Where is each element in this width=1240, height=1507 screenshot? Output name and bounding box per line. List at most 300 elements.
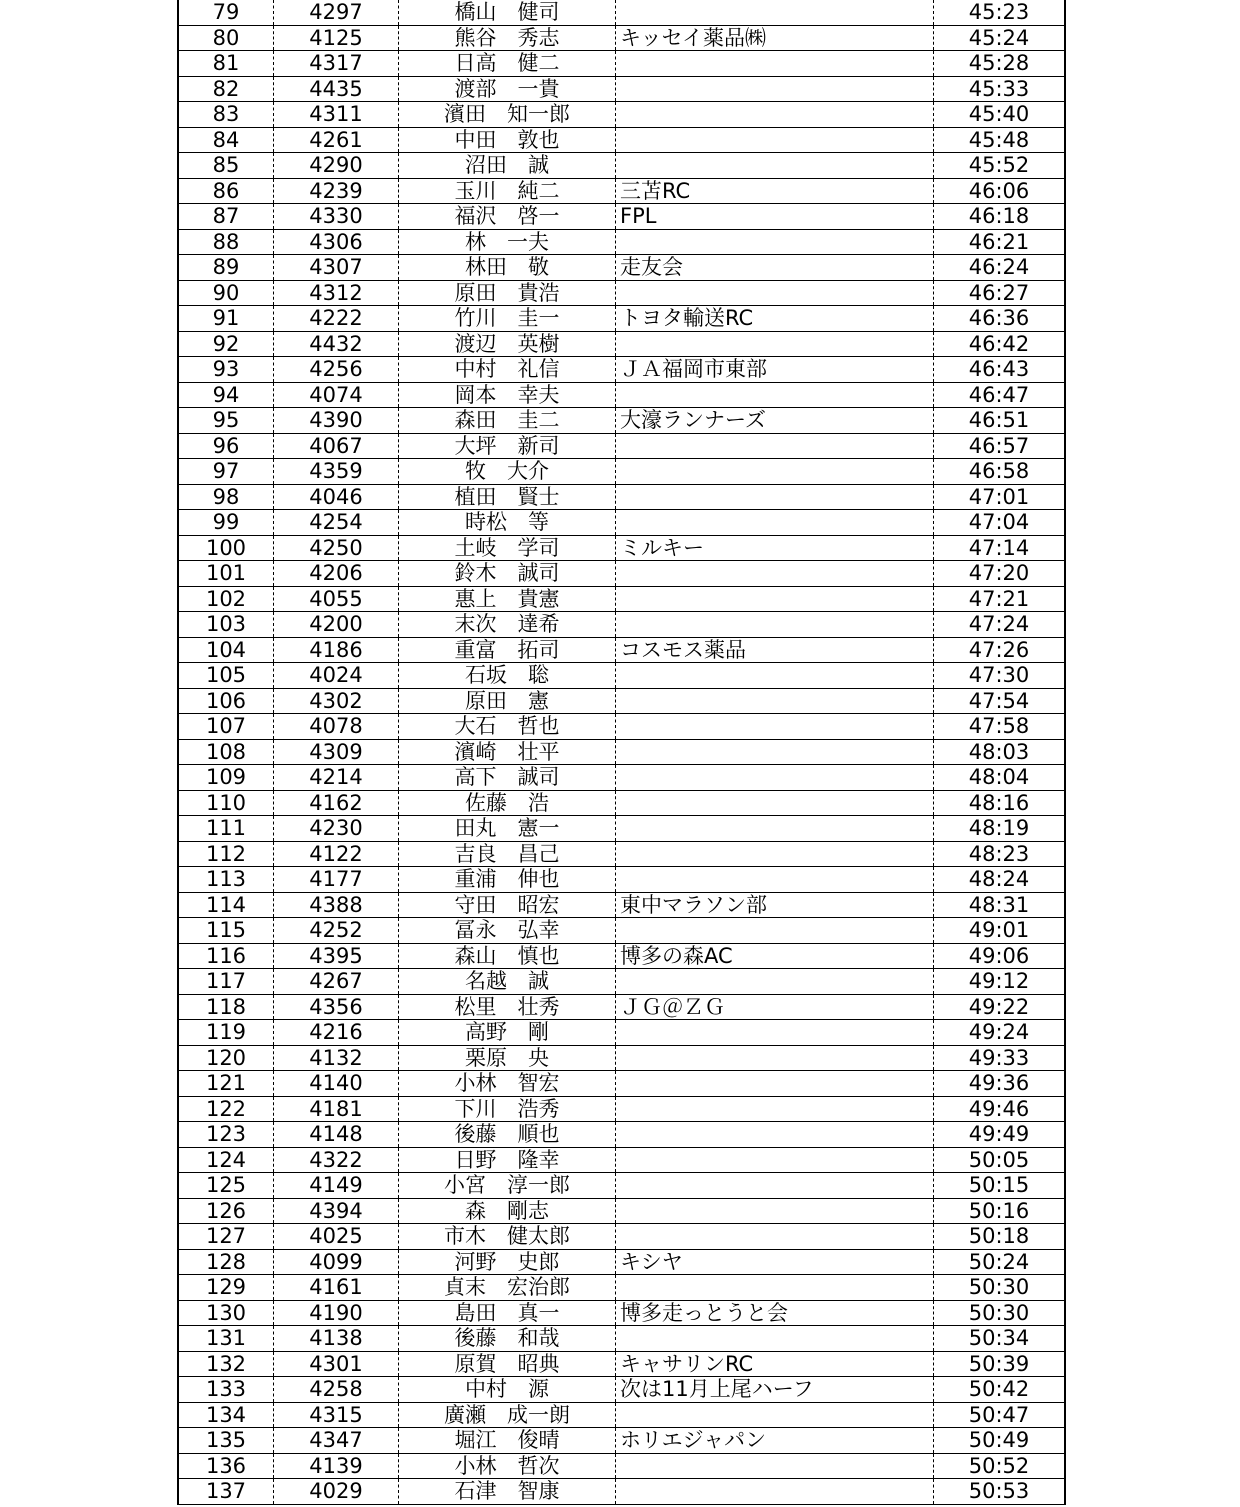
rank-cell: 135 (178, 1428, 274, 1454)
rank-cell: 100 (178, 535, 274, 561)
bib-number-cell: 4330 (274, 204, 399, 230)
runner-name-cell: 濱崎 壮平 (399, 739, 616, 765)
team-name-cell (616, 969, 934, 995)
rank-cell: 115 (178, 918, 274, 944)
runner-name-cell: 市木 健太郎 (399, 1224, 616, 1250)
finish-time-cell: 50:05 (934, 1147, 1066, 1173)
runner-name-cell: 中田 敦也 (399, 127, 616, 153)
runner-name-cell: 貞末 宏治郎 (399, 1275, 616, 1301)
team-name-cell: FPL (616, 204, 934, 230)
bib-number-cell: 4347 (274, 1428, 399, 1454)
finish-time-cell: 47:26 (934, 637, 1066, 663)
team-name-cell (616, 663, 934, 689)
table-row (178, 1147, 1065, 1173)
bib-number-cell: 4388 (274, 892, 399, 918)
rank-cell: 92 (178, 331, 274, 357)
rank-cell: 108 (178, 739, 274, 765)
bib-number-cell: 4206 (274, 561, 399, 587)
table-row (178, 1020, 1065, 1046)
rank-cell: 120 (178, 1045, 274, 1071)
table-row (178, 943, 1065, 969)
table-row (178, 229, 1065, 255)
bib-number-cell: 4186 (274, 637, 399, 663)
rank-cell: 96 (178, 433, 274, 459)
team-name-cell: 博多の森AC (616, 943, 934, 969)
rank-cell: 80 (178, 25, 274, 51)
table-row (178, 1479, 1065, 1505)
table-row (178, 102, 1065, 128)
bib-number-cell: 4046 (274, 484, 399, 510)
team-name-cell: 大濠ランナーズ (616, 408, 934, 434)
finish-time-cell: 45:23 (934, 0, 1066, 25)
runner-name-cell: 日野 隆幸 (399, 1147, 616, 1173)
table-row (178, 0, 1065, 25)
finish-time-cell: 47:14 (934, 535, 1066, 561)
table-row (178, 816, 1065, 842)
bib-number-cell: 4055 (274, 586, 399, 612)
team-name-cell (616, 1096, 934, 1122)
runner-name-cell: 小林 智宏 (399, 1071, 616, 1097)
rank-cell: 106 (178, 688, 274, 714)
team-name-cell: 博多走っとうと会 (616, 1300, 934, 1326)
bib-number-cell: 4139 (274, 1453, 399, 1479)
team-name-cell (616, 510, 934, 536)
team-name-cell (616, 612, 934, 638)
rank-cell: 137 (178, 1479, 274, 1505)
rank-cell: 127 (178, 1224, 274, 1250)
table-row (178, 1173, 1065, 1199)
finish-time-cell: 45:24 (934, 25, 1066, 51)
finish-time-cell: 47:58 (934, 714, 1066, 740)
bib-number-cell: 4029 (274, 1479, 399, 1505)
runner-name-cell: 廣瀬 成一朗 (399, 1402, 616, 1428)
runner-name-cell: 大坪 新司 (399, 433, 616, 459)
rank-cell: 117 (178, 969, 274, 995)
rank-cell: 86 (178, 178, 274, 204)
runner-name-cell: 渡部 一貴 (399, 76, 616, 102)
bib-number-cell: 4254 (274, 510, 399, 536)
team-name-cell (616, 816, 934, 842)
runner-name-cell: 森 剛志 (399, 1198, 616, 1224)
team-name-cell (616, 765, 934, 791)
table-row (178, 918, 1065, 944)
finish-time-cell: 50:16 (934, 1198, 1066, 1224)
team-name-cell (616, 127, 934, 153)
finish-time-cell: 45:48 (934, 127, 1066, 153)
team-name-cell (616, 76, 934, 102)
team-name-cell (616, 1122, 934, 1148)
runner-name-cell: 森山 慎也 (399, 943, 616, 969)
table-row (178, 51, 1065, 77)
runner-name-cell: 橋山 健司 (399, 0, 616, 25)
finish-time-cell: 47:54 (934, 688, 1066, 714)
bib-number-cell: 4435 (274, 76, 399, 102)
runner-name-cell: 日高 健二 (399, 51, 616, 77)
runner-name-cell: 石津 智康 (399, 1479, 616, 1505)
runner-name-cell: 重富 拓司 (399, 637, 616, 663)
rank-cell: 109 (178, 765, 274, 791)
team-name-cell (616, 739, 934, 765)
rank-cell: 105 (178, 663, 274, 689)
table-row (178, 1045, 1065, 1071)
runner-name-cell: 河野 史郎 (399, 1249, 616, 1275)
bib-number-cell: 4222 (274, 306, 399, 332)
table-row (178, 663, 1065, 689)
runner-name-cell: 森田 圭二 (399, 408, 616, 434)
table-row (178, 994, 1065, 1020)
rank-cell: 114 (178, 892, 274, 918)
bib-number-cell: 4190 (274, 1300, 399, 1326)
finish-time-cell: 49:46 (934, 1096, 1066, 1122)
rank-cell: 82 (178, 76, 274, 102)
bib-number-cell: 4432 (274, 331, 399, 357)
finish-time-cell: 45:33 (934, 76, 1066, 102)
table-row (178, 408, 1065, 434)
rank-cell: 101 (178, 561, 274, 587)
team-name-cell: 走友会 (616, 255, 934, 281)
rank-cell: 119 (178, 1020, 274, 1046)
table-row (178, 1428, 1065, 1454)
finish-time-cell: 48:16 (934, 790, 1066, 816)
team-name-cell: 東中マラソン部 (616, 892, 934, 918)
rank-cell: 97 (178, 459, 274, 485)
finish-time-cell: 46:43 (934, 357, 1066, 383)
finish-time-cell: 45:52 (934, 153, 1066, 179)
runner-name-cell: 佐藤 浩 (399, 790, 616, 816)
table-row (178, 688, 1065, 714)
team-name-cell (616, 1402, 934, 1428)
finish-time-cell: 46:42 (934, 331, 1066, 357)
finish-time-cell: 49:12 (934, 969, 1066, 995)
bib-number-cell: 4309 (274, 739, 399, 765)
runner-name-cell: 高野 剛 (399, 1020, 616, 1046)
team-name-cell (616, 867, 934, 893)
rank-cell: 81 (178, 51, 274, 77)
bib-number-cell: 4132 (274, 1045, 399, 1071)
runner-name-cell: 原賀 昭典 (399, 1351, 616, 1377)
rank-cell: 107 (178, 714, 274, 740)
finish-time-cell: 50:30 (934, 1300, 1066, 1326)
rank-cell: 87 (178, 204, 274, 230)
runner-name-cell: 栗原 央 (399, 1045, 616, 1071)
bib-number-cell: 4149 (274, 1173, 399, 1199)
table-row (178, 255, 1065, 281)
table-row (178, 1377, 1065, 1403)
team-name-cell (616, 1173, 934, 1199)
bib-number-cell: 4317 (274, 51, 399, 77)
bib-number-cell: 4250 (274, 535, 399, 561)
table-row (178, 1096, 1065, 1122)
table-row (178, 1122, 1065, 1148)
rank-cell: 88 (178, 229, 274, 255)
finish-time-cell: 50:42 (934, 1377, 1066, 1403)
bib-number-cell: 4239 (274, 178, 399, 204)
runner-name-cell: 植田 賢士 (399, 484, 616, 510)
bib-number-cell: 4067 (274, 433, 399, 459)
table-row (178, 280, 1065, 306)
rank-cell: 128 (178, 1249, 274, 1275)
table-row (178, 25, 1065, 51)
team-name-cell: キッセイ薬品㈱ (616, 25, 934, 51)
runner-name-cell: 後藤 和哉 (399, 1326, 616, 1352)
finish-time-cell: 46:58 (934, 459, 1066, 485)
runner-name-cell: 吉良 昌己 (399, 841, 616, 867)
finish-time-cell: 46:24 (934, 255, 1066, 281)
runner-name-cell: 冨永 弘幸 (399, 918, 616, 944)
runner-name-cell: 堀江 俊晴 (399, 1428, 616, 1454)
runner-name-cell: 牧 大介 (399, 459, 616, 485)
team-name-cell (616, 229, 934, 255)
team-name-cell (616, 1198, 934, 1224)
table-row (178, 1300, 1065, 1326)
bib-number-cell: 4162 (274, 790, 399, 816)
runner-name-cell: 田丸 憲一 (399, 816, 616, 842)
rank-cell: 122 (178, 1096, 274, 1122)
bib-number-cell: 4024 (274, 663, 399, 689)
finish-time-cell: 47:30 (934, 663, 1066, 689)
runner-name-cell: 大石 哲也 (399, 714, 616, 740)
team-name-cell: ミルキー (616, 535, 934, 561)
runner-name-cell: 松里 壮秀 (399, 994, 616, 1020)
bib-number-cell: 4307 (274, 255, 399, 281)
bib-number-cell: 4301 (274, 1351, 399, 1377)
rank-cell: 129 (178, 1275, 274, 1301)
finish-time-cell: 48:31 (934, 892, 1066, 918)
team-name-cell (616, 1453, 934, 1479)
team-name-cell: キャサリンRC (616, 1351, 934, 1377)
table-row (178, 204, 1065, 230)
runner-name-cell: 沼田 誠 (399, 153, 616, 179)
team-name-cell: ホリエジャパン (616, 1428, 934, 1454)
finish-time-cell: 50:24 (934, 1249, 1066, 1275)
rank-cell: 79 (178, 0, 274, 25)
finish-time-cell: 50:18 (934, 1224, 1066, 1250)
table-row (178, 1071, 1065, 1097)
finish-time-cell: 45:40 (934, 102, 1066, 128)
runner-name-cell: 竹川 圭一 (399, 306, 616, 332)
team-name-cell (616, 331, 934, 357)
team-name-cell (616, 1020, 934, 1046)
runner-name-cell: 原田 貴浩 (399, 280, 616, 306)
team-name-cell (616, 433, 934, 459)
table-row (178, 178, 1065, 204)
rank-cell: 84 (178, 127, 274, 153)
table-row (178, 1198, 1065, 1224)
rank-cell: 94 (178, 382, 274, 408)
finish-time-cell: 46:57 (934, 433, 1066, 459)
rank-cell: 93 (178, 357, 274, 383)
finish-time-cell: 46:36 (934, 306, 1066, 332)
rank-cell: 123 (178, 1122, 274, 1148)
team-name-cell (616, 484, 934, 510)
runner-name-cell: 下川 浩秀 (399, 1096, 616, 1122)
table-row (178, 586, 1065, 612)
rank-cell: 90 (178, 280, 274, 306)
rank-cell: 113 (178, 867, 274, 893)
team-name-cell (616, 918, 934, 944)
rank-cell: 132 (178, 1351, 274, 1377)
table-row (178, 892, 1065, 918)
table-row (178, 510, 1065, 536)
rank-cell: 126 (178, 1198, 274, 1224)
finish-time-cell: 49:36 (934, 1071, 1066, 1097)
runner-name-cell: 渡辺 英樹 (399, 331, 616, 357)
bib-number-cell: 4214 (274, 765, 399, 791)
rank-cell: 85 (178, 153, 274, 179)
rank-cell: 99 (178, 510, 274, 536)
rank-cell: 131 (178, 1326, 274, 1352)
team-name-cell: 次は11月上尾ハーフ (616, 1377, 934, 1403)
finish-time-cell: 47:21 (934, 586, 1066, 612)
runner-name-cell: 熊谷 秀志 (399, 25, 616, 51)
bib-number-cell: 4200 (274, 612, 399, 638)
bib-number-cell: 4359 (274, 459, 399, 485)
finish-time-cell: 47:20 (934, 561, 1066, 587)
finish-time-cell: 50:53 (934, 1479, 1066, 1505)
rank-cell: 89 (178, 255, 274, 281)
bib-number-cell: 4230 (274, 816, 399, 842)
bib-number-cell: 4297 (274, 0, 399, 25)
bib-number-cell: 4181 (274, 1096, 399, 1122)
finish-time-cell: 46:21 (934, 229, 1066, 255)
finish-time-cell: 49:06 (934, 943, 1066, 969)
team-name-cell (616, 0, 934, 25)
team-name-cell (616, 1071, 934, 1097)
bib-number-cell: 4099 (274, 1249, 399, 1275)
finish-time-cell: 50:15 (934, 1173, 1066, 1199)
finish-time-cell: 47:04 (934, 510, 1066, 536)
bib-number-cell: 4140 (274, 1071, 399, 1097)
finish-time-cell: 46:18 (934, 204, 1066, 230)
table-row (178, 459, 1065, 485)
table-row (178, 382, 1065, 408)
table-row (178, 1402, 1065, 1428)
team-name-cell (616, 586, 934, 612)
rank-cell: 91 (178, 306, 274, 332)
table-row (178, 969, 1065, 995)
rank-cell: 134 (178, 1402, 274, 1428)
finish-time-cell: 48:19 (934, 816, 1066, 842)
table-row (178, 612, 1065, 638)
finish-time-cell: 48:03 (934, 739, 1066, 765)
bib-number-cell: 4312 (274, 280, 399, 306)
team-name-cell: ＪＧ＠ＺＧ (616, 994, 934, 1020)
team-name-cell (616, 1275, 934, 1301)
bib-number-cell: 4356 (274, 994, 399, 1020)
rank-cell: 111 (178, 816, 274, 842)
runner-name-cell: 原田 憲 (399, 688, 616, 714)
bib-number-cell: 4390 (274, 408, 399, 434)
table-row (178, 637, 1065, 663)
runner-name-cell: 福沢 啓一 (399, 204, 616, 230)
team-name-cell: トヨタ輸送RC (616, 306, 934, 332)
runner-name-cell: 小林 哲次 (399, 1453, 616, 1479)
finish-time-cell: 50:39 (934, 1351, 1066, 1377)
rank-cell: 116 (178, 943, 274, 969)
table-row (178, 1249, 1065, 1275)
table-row (178, 306, 1065, 332)
rank-cell: 104 (178, 637, 274, 663)
finish-time-cell: 49:49 (934, 1122, 1066, 1148)
bib-number-cell: 4302 (274, 688, 399, 714)
finish-time-cell: 49:24 (934, 1020, 1066, 1046)
rank-cell: 118 (178, 994, 274, 1020)
results-body (178, 0, 1065, 1504)
bib-number-cell: 4138 (274, 1326, 399, 1352)
bib-number-cell: 4394 (274, 1198, 399, 1224)
bib-number-cell: 4025 (274, 1224, 399, 1250)
runner-name-cell: 守田 昭宏 (399, 892, 616, 918)
bib-number-cell: 4256 (274, 357, 399, 383)
table-row (178, 739, 1065, 765)
finish-time-cell: 50:49 (934, 1428, 1066, 1454)
finish-time-cell: 49:22 (934, 994, 1066, 1020)
bib-number-cell: 4125 (274, 25, 399, 51)
table-row (178, 127, 1065, 153)
finish-time-cell: 49:33 (934, 1045, 1066, 1071)
team-name-cell (616, 1479, 934, 1505)
rank-cell: 83 (178, 102, 274, 128)
table-row (178, 1351, 1065, 1377)
rank-cell: 133 (178, 1377, 274, 1403)
team-name-cell (616, 382, 934, 408)
runner-name-cell: 惠上 貴憲 (399, 586, 616, 612)
table-row (178, 1224, 1065, 1250)
table-row (178, 765, 1065, 791)
bib-number-cell: 4074 (274, 382, 399, 408)
table-row (178, 1326, 1065, 1352)
team-name-cell (616, 1147, 934, 1173)
bib-number-cell: 4322 (274, 1147, 399, 1173)
rank-cell: 110 (178, 790, 274, 816)
finish-time-cell: 50:52 (934, 1453, 1066, 1479)
table-row (178, 867, 1065, 893)
table-row (178, 535, 1065, 561)
team-name-cell (616, 1224, 934, 1250)
table-row (178, 76, 1065, 102)
table-row (178, 561, 1065, 587)
bib-number-cell: 4252 (274, 918, 399, 944)
rank-cell: 103 (178, 612, 274, 638)
bib-number-cell: 4311 (274, 102, 399, 128)
rank-cell: 136 (178, 1453, 274, 1479)
team-name-cell: コスモス薬品 (616, 637, 934, 663)
rank-cell: 112 (178, 841, 274, 867)
runner-name-cell: 林 一夫 (399, 229, 616, 255)
team-name-cell (616, 280, 934, 306)
runner-name-cell: 島田 真一 (399, 1300, 616, 1326)
table-row (178, 153, 1065, 179)
finish-time-cell: 48:23 (934, 841, 1066, 867)
rank-cell: 124 (178, 1147, 274, 1173)
runner-name-cell: 鈴木 誠司 (399, 561, 616, 587)
finish-time-cell: 48:24 (934, 867, 1066, 893)
finish-time-cell: 45:28 (934, 51, 1066, 77)
bib-number-cell: 4395 (274, 943, 399, 969)
bib-number-cell: 4161 (274, 1275, 399, 1301)
team-name-cell (616, 688, 934, 714)
results-table (177, 0, 1066, 1505)
runner-name-cell: 林田 敬 (399, 255, 616, 281)
finish-time-cell: 46:47 (934, 382, 1066, 408)
runner-name-cell: 岡本 幸夫 (399, 382, 616, 408)
finish-time-cell: 50:47 (934, 1402, 1066, 1428)
team-name-cell (616, 51, 934, 77)
rank-cell: 130 (178, 1300, 274, 1326)
runner-name-cell: 中村 源 (399, 1377, 616, 1403)
runner-name-cell: 重浦 伸也 (399, 867, 616, 893)
team-name-cell (616, 153, 934, 179)
